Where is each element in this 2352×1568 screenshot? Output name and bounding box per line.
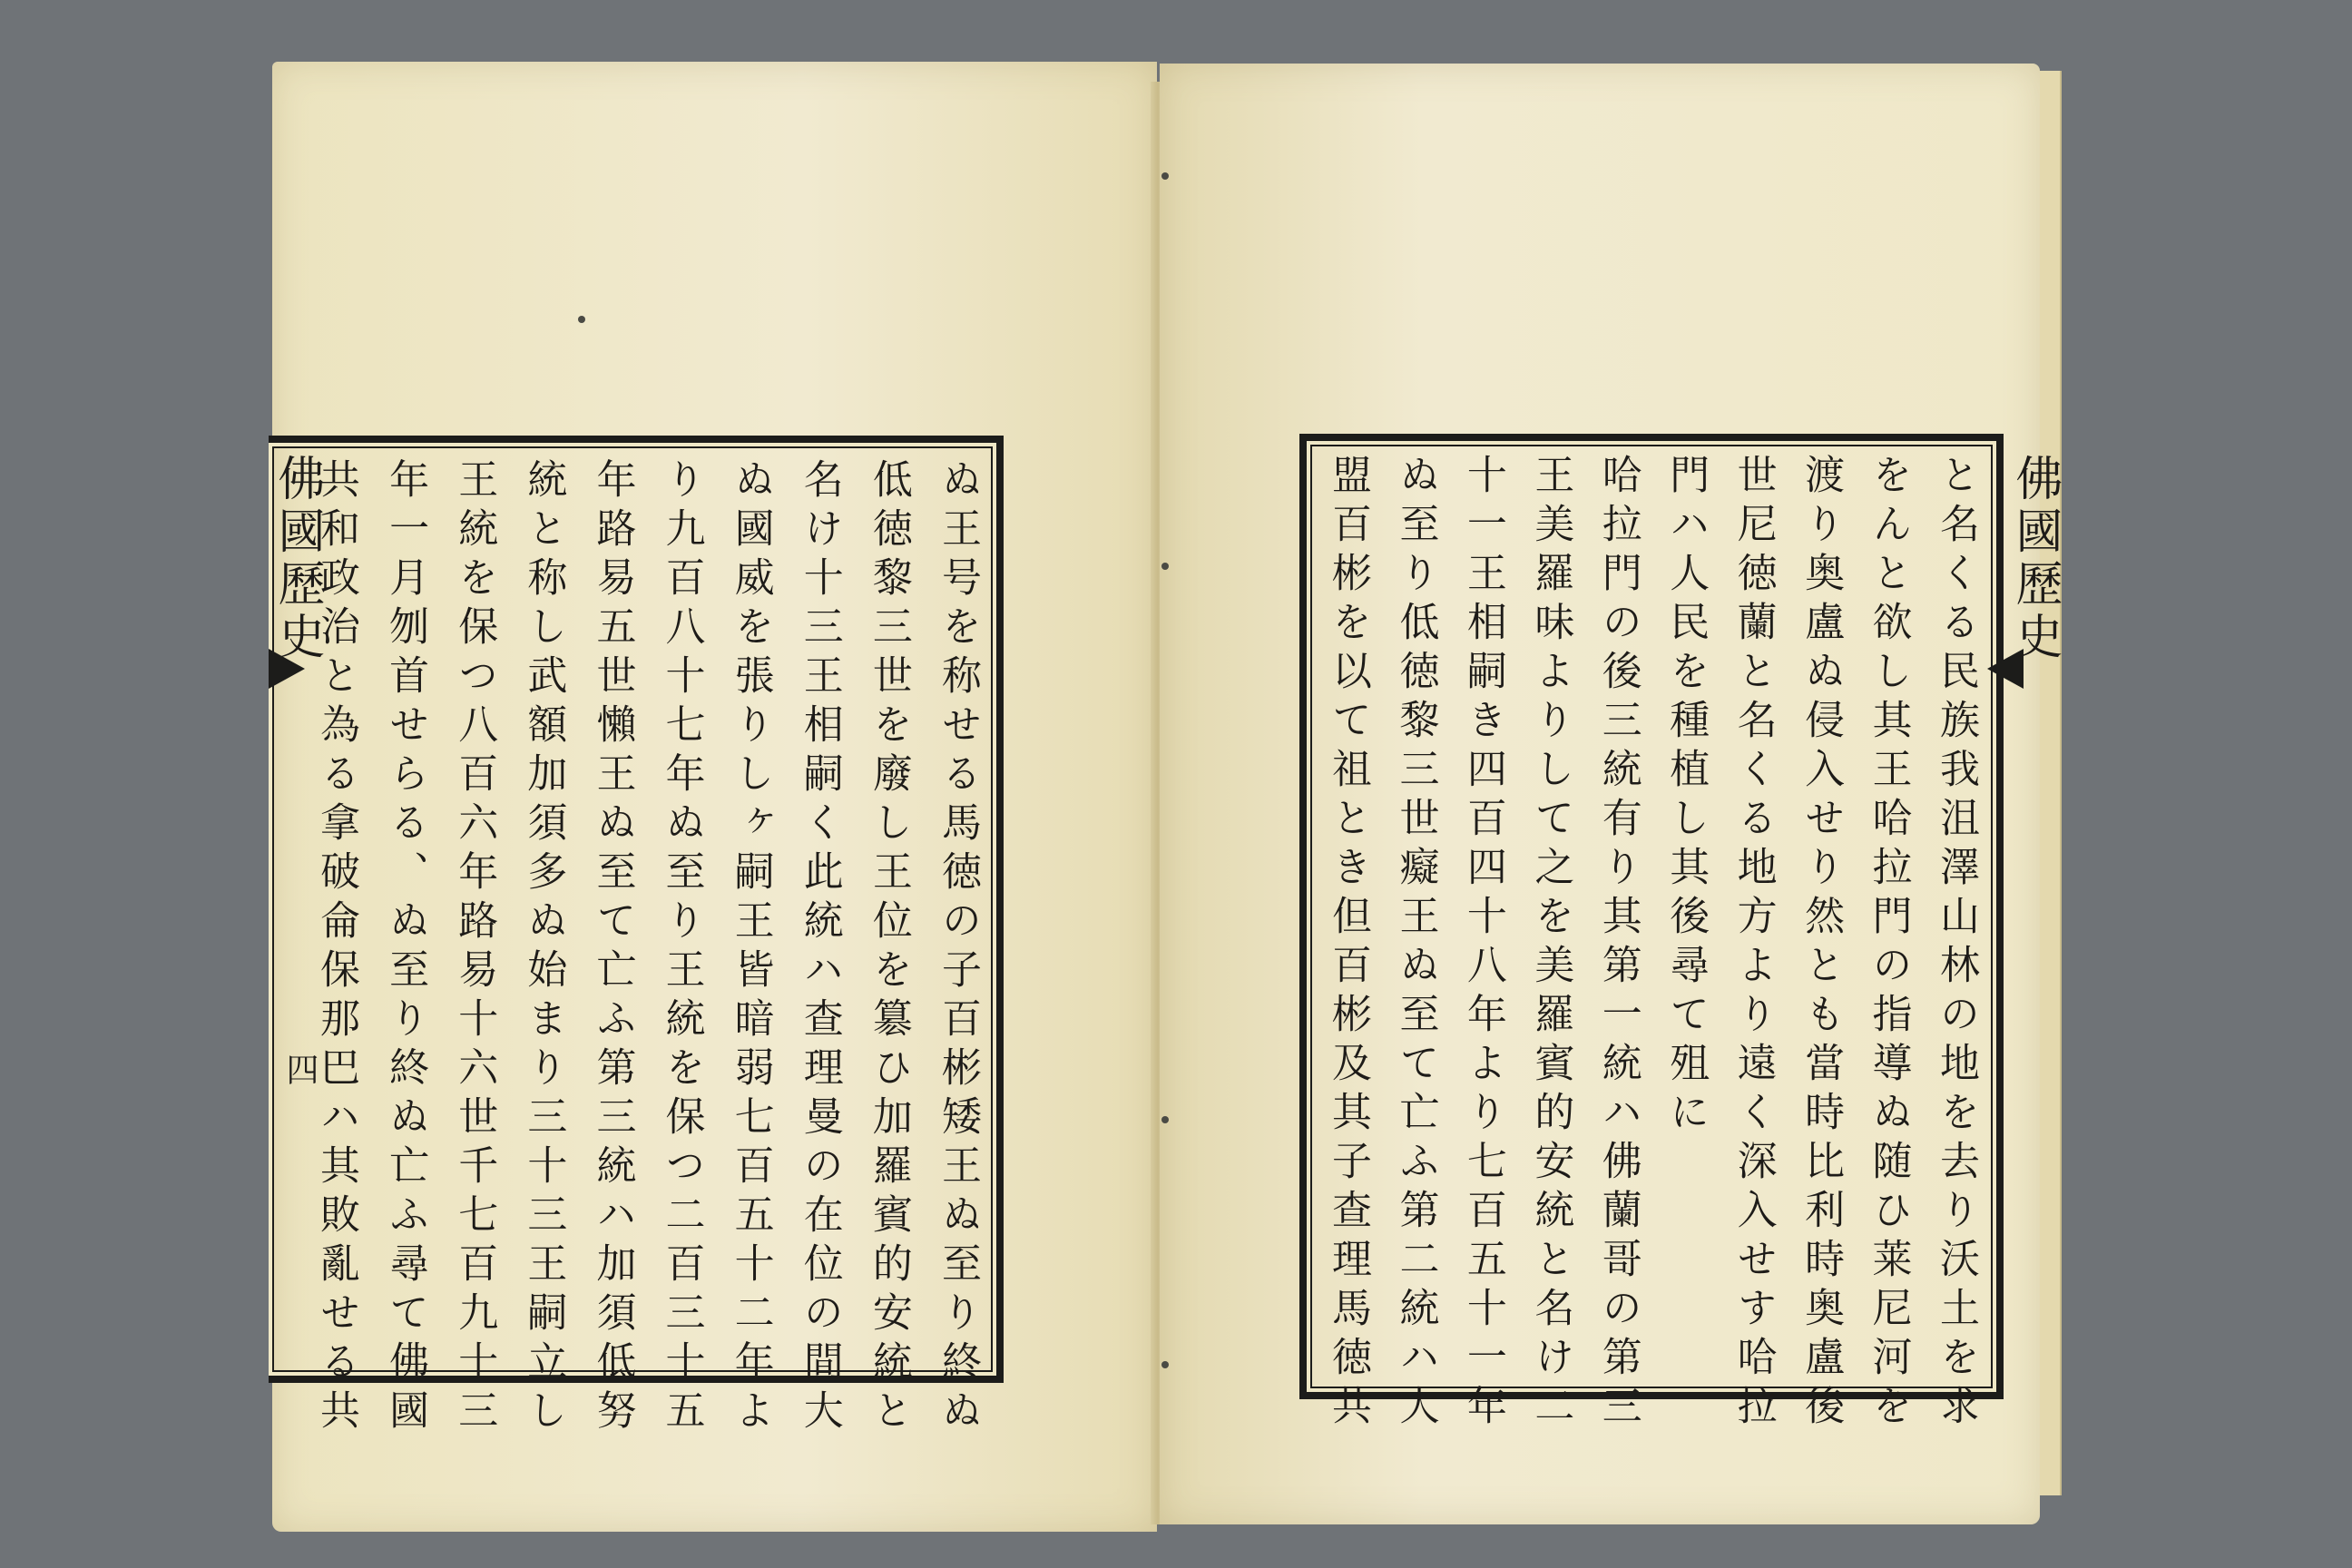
text-column: 哈拉門の後三統有り其第一統ハ佛蘭哥の第三 (1594, 454, 1642, 1434)
text-column: 統と称し武額加須多ぬ始まり三十三王嗣立し (520, 458, 567, 1438)
right-margin-title: 佛國歷史 (2007, 454, 2062, 664)
text-column: 名け十三王相嗣く此統ハ查理曼の在位の間大 (796, 458, 843, 1438)
text-column: 盟百彬を以て祖とき但百彬及其子查理馬徳共 (1325, 454, 1371, 1434)
page-number: 四 (281, 1053, 318, 1085)
text-column: 年一月刎首せらる、ぬ至り終ぬ亡ふ尋て佛國 (382, 458, 429, 1438)
text-column: り九百八十七年ぬ至り王統を保つ二百三十五 (658, 458, 705, 1438)
text-column: ぬ國威を張りしヶ嗣王皆暗弱七百五十二年よ (727, 458, 774, 1438)
text-column: 王美羅味よりして之を美羅賓的安統と名け二 (1527, 454, 1574, 1434)
binding-hole (1161, 563, 1169, 570)
binding-hole (1161, 1116, 1169, 1123)
text-column: 低徳黎三世を廢し王位を簒ひ加羅賓的安統と (865, 458, 912, 1438)
text-column: 門ハ人民を種植し其後尋て殂に (1662, 454, 1710, 1140)
text-column: 共和政治と為る拿破侖保那巴ハ其敗亂せる共 (313, 458, 359, 1438)
text-column: ぬ至り低徳黎三世癡王ぬ至て亡ふ第二統ハ大 (1392, 454, 1439, 1434)
text-column: 年路易五世懶王ぬ至て亡ふ第三統ハ加須低努 (589, 458, 636, 1438)
text-column: 渡り奥盧ぬ侵入せり然とも當時比利時奥盧後 (1798, 454, 1845, 1434)
text-column: 世尼徳蘭と名くる地方より遠く深入せす哈拉 (1730, 454, 1777, 1434)
binding-hole (1161, 1361, 1169, 1368)
ink-speck (578, 316, 585, 323)
left-text-columns (313, 458, 981, 1438)
left-margin-title: 佛國歷史 (270, 454, 324, 664)
text-column: をんと欲し其王哈拉門の指導ぬ随ひ莱尼河を (1865, 454, 1912, 1434)
text-column: 王統を保つ八百六年路易十六世千七百九十三 (451, 458, 498, 1438)
text-column: と名くる民族我沮澤山林の地を去り沃土を求 (1932, 454, 1979, 1434)
text-column: ぬ王号を称せる馬徳の子百彬矮王ぬ至り終ぬ (934, 458, 981, 1438)
right-text-columns (1325, 454, 1979, 1434)
text-column: 十一王相嗣き四百四十八年より七百五十一年 (1459, 454, 1506, 1434)
binding-hole (1161, 172, 1169, 180)
page-edges (2040, 71, 2062, 1495)
